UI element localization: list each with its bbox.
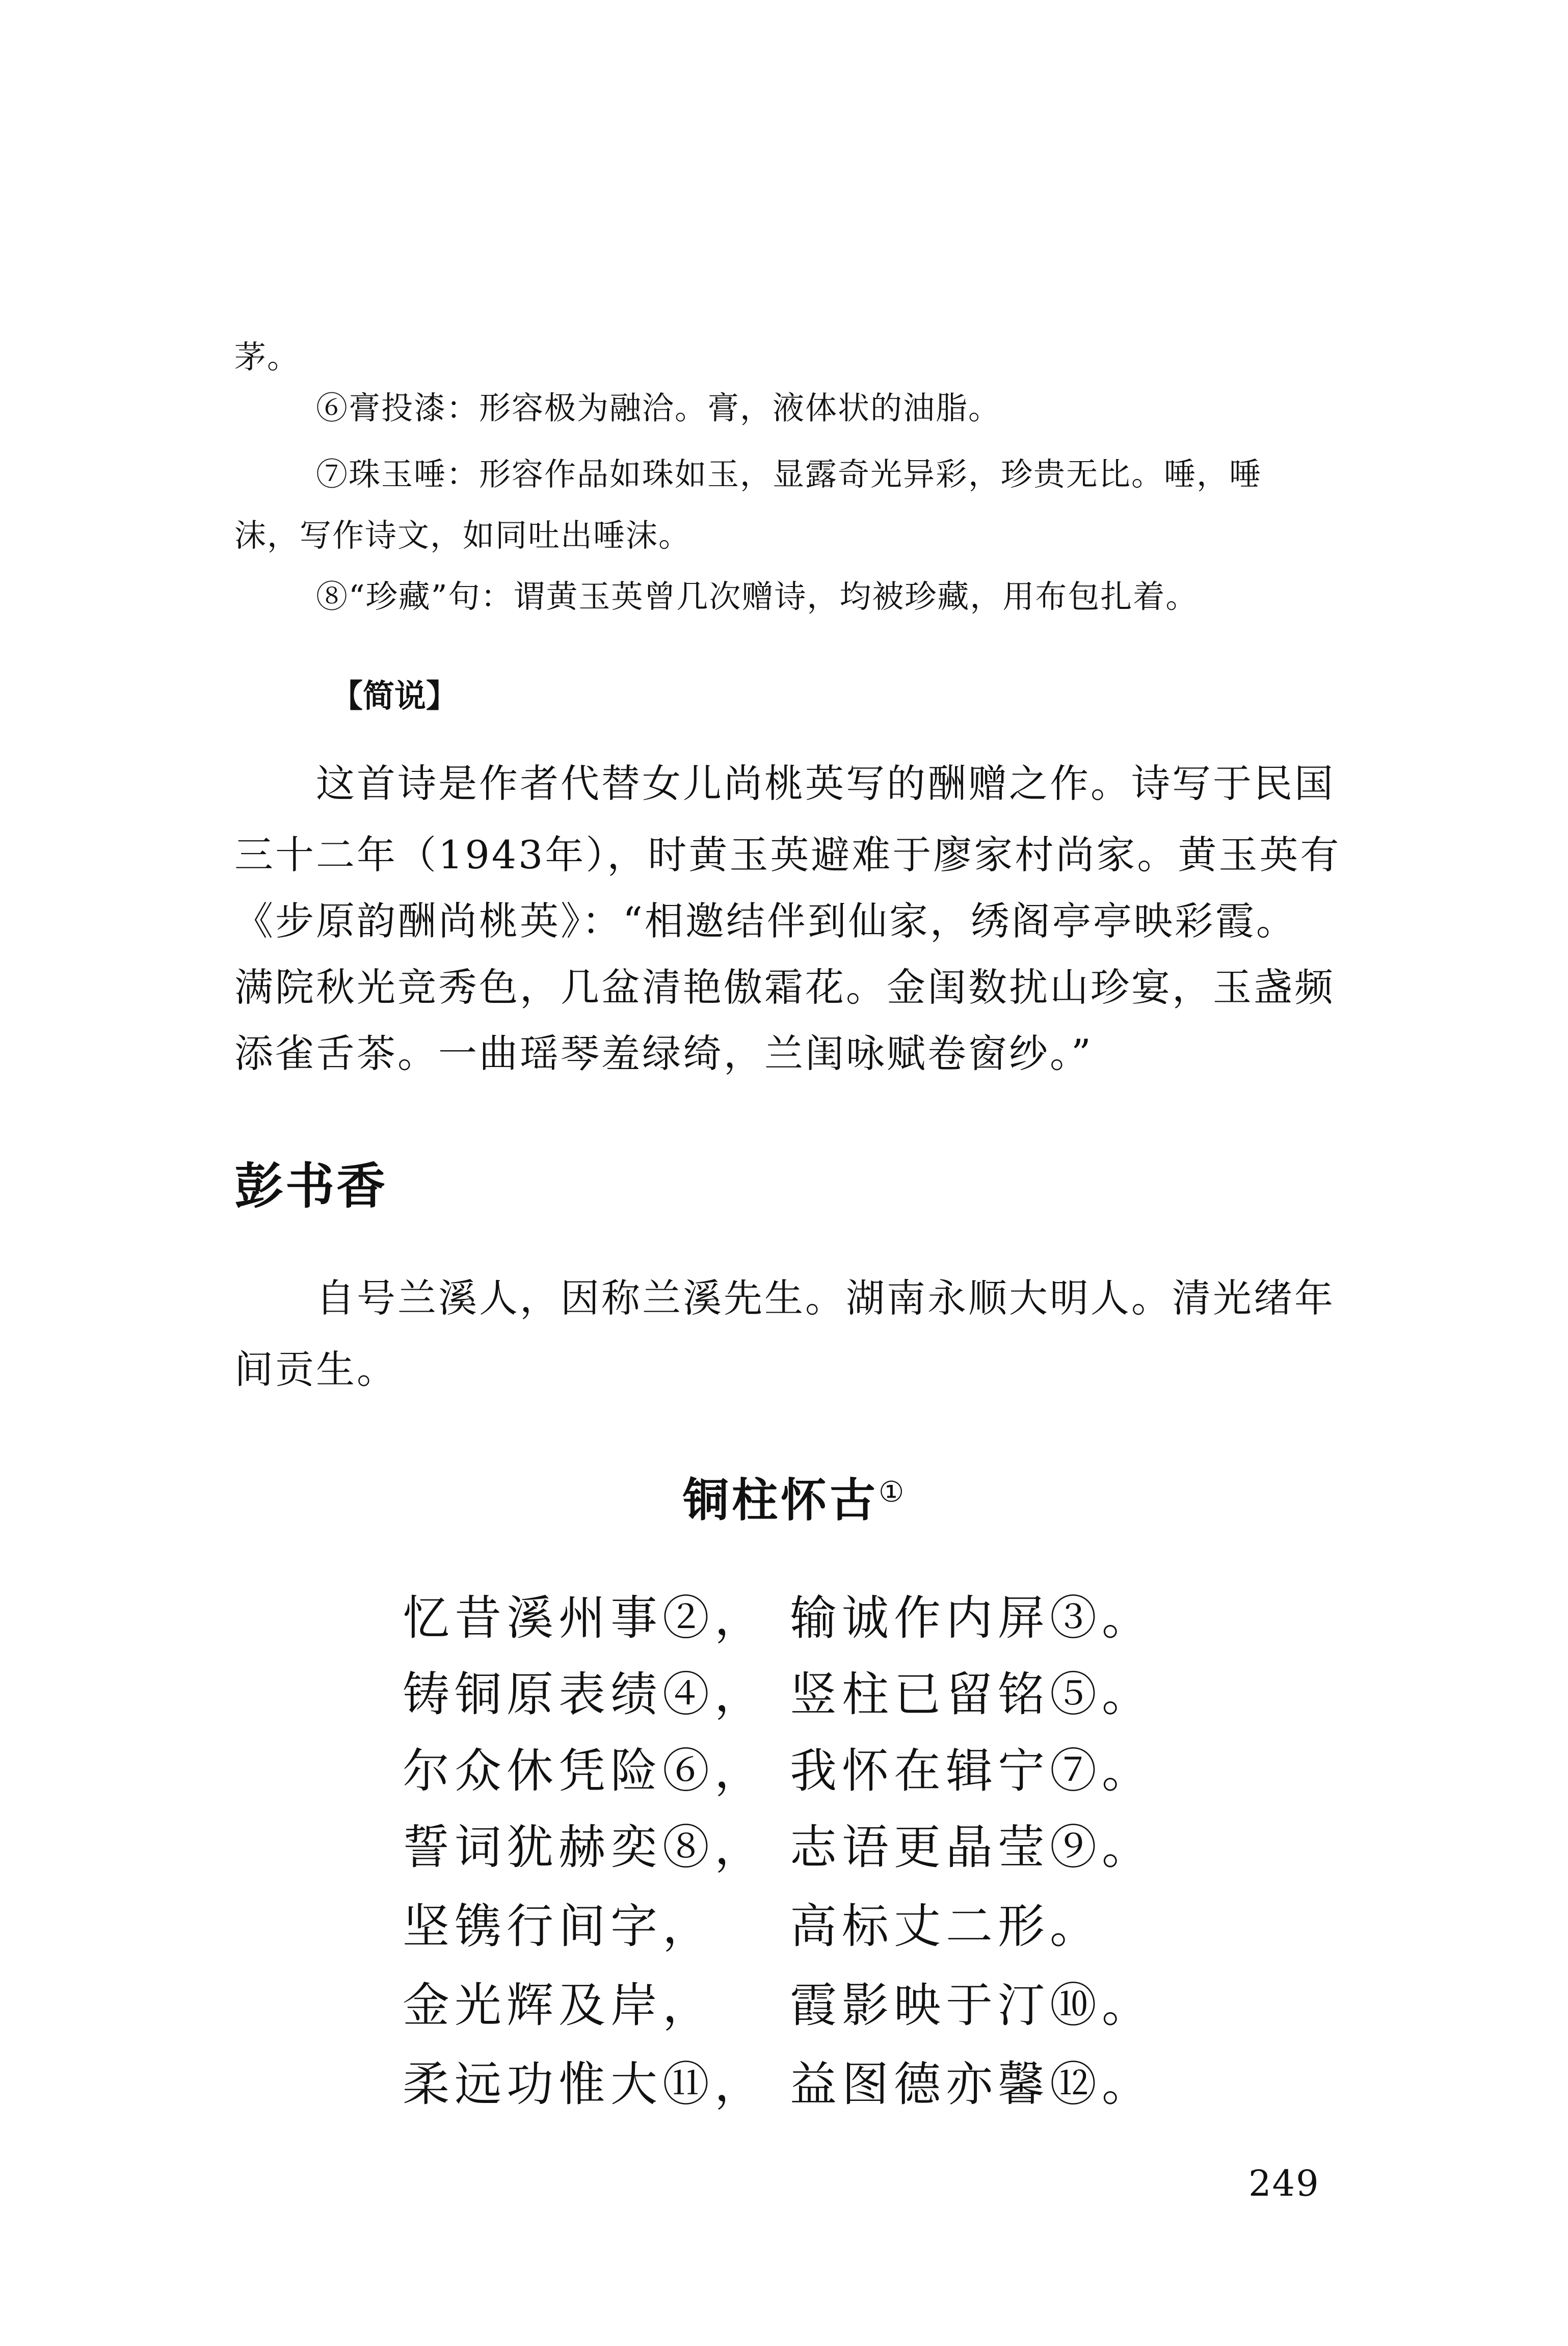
couplet-first-line: 坚镌行间字， [403,1899,715,1954]
note-fragment: 茅。 [234,338,300,376]
commentary-label: 【简说】 [331,677,458,714]
poem-couplet [0,1667,1568,1722]
note-6: ⑥膏投漆：形容极为融洽。膏，液体状的油脂。 [316,389,1001,426]
commentary-line-5: 添雀舌茶。一曲瑶琴羞绿绮，兰闺咏赋卷窗纱。” [234,1031,1093,1076]
couplet-first-line: 金光辉及岸， [403,1978,715,2033]
poem-couplet [0,1899,1568,1954]
commentary-line-4: 满院秋光竞秀色，几盆清艳傲霜花。金闺数扰山珍宴，玉盏频 [234,965,1335,1010]
poem-couplet [0,2057,1568,2112]
poem-couplet [0,1978,1568,2033]
couplet-first-line: 忆昔溪州事②， [403,1591,767,1645]
commentary-line-1: 这首诗是作者代替女儿尚桃英写的酬赠之作。诗写于民国 [316,761,1335,806]
commentary-line-2: 三十二年（1943年），时黄玉英避难于廖家村尚家。黄玉英有 [234,832,1341,877]
author-bio-line-2: 间贡生。 [234,1347,397,1392]
author-name-heading: 彭书香 [234,1158,387,1215]
couplet-second-line: 高标丈二形。 [790,1899,1102,1954]
couplet-first-line: 铸铜原表绩④， [403,1667,767,1722]
poem-title-text: 铜柱怀古 [683,1474,879,1527]
note-8: ⑧“珍藏”句：谓黄玉英曾几次赠诗，均被珍藏，用布包扎着。 [316,578,1199,615]
note-7-line-1: ⑦珠玉唾：形容作品如珠如玉，显露奇光异彩，珍贵无比。唾，唾 [316,456,1262,493]
couplet-second-line: 竖柱已留铭⑤。 [790,1667,1154,1722]
commentary-line-3: 《步原韵酬尚桃英》：“相邀结伴到仙家，绣阁亭亭映彩霞。 [234,898,1297,944]
couplet-second-line: 我怀在辑宁⑦。 [790,1744,1154,1798]
couplet-second-line: 输诚作内屏③。 [790,1591,1154,1645]
couplet-first-line: 尔众休凭险⑥， [403,1744,767,1798]
couplet-first-line: 誓词犹赫奕⑧， [403,1820,767,1875]
page-number: 249 [1248,2163,1320,2204]
note-7-line-2: 沫，写作诗文，如同吐出唾沫。 [234,517,692,554]
couplet-first-line: 柔远功惟大⑪， [403,2057,767,2112]
poem-couplet [0,1744,1568,1799]
poem-title-note-mark: ① [879,1476,908,1509]
couplet-second-line: 志语更晶莹⑨。 [790,1820,1154,1875]
couplet-second-line: 益图德亦馨⑫。 [790,2057,1154,2112]
author-bio-line-1: 自号兰溪人，因称兰溪先生。湖南永顺大明人。清光绪年 [316,1275,1335,1321]
poem-title [683,1474,908,1527]
poem-couplet [0,1591,1568,1646]
couplet-second-line: 霞影映于汀⑩。 [790,1978,1154,2033]
poem-couplet [0,1820,1568,1875]
